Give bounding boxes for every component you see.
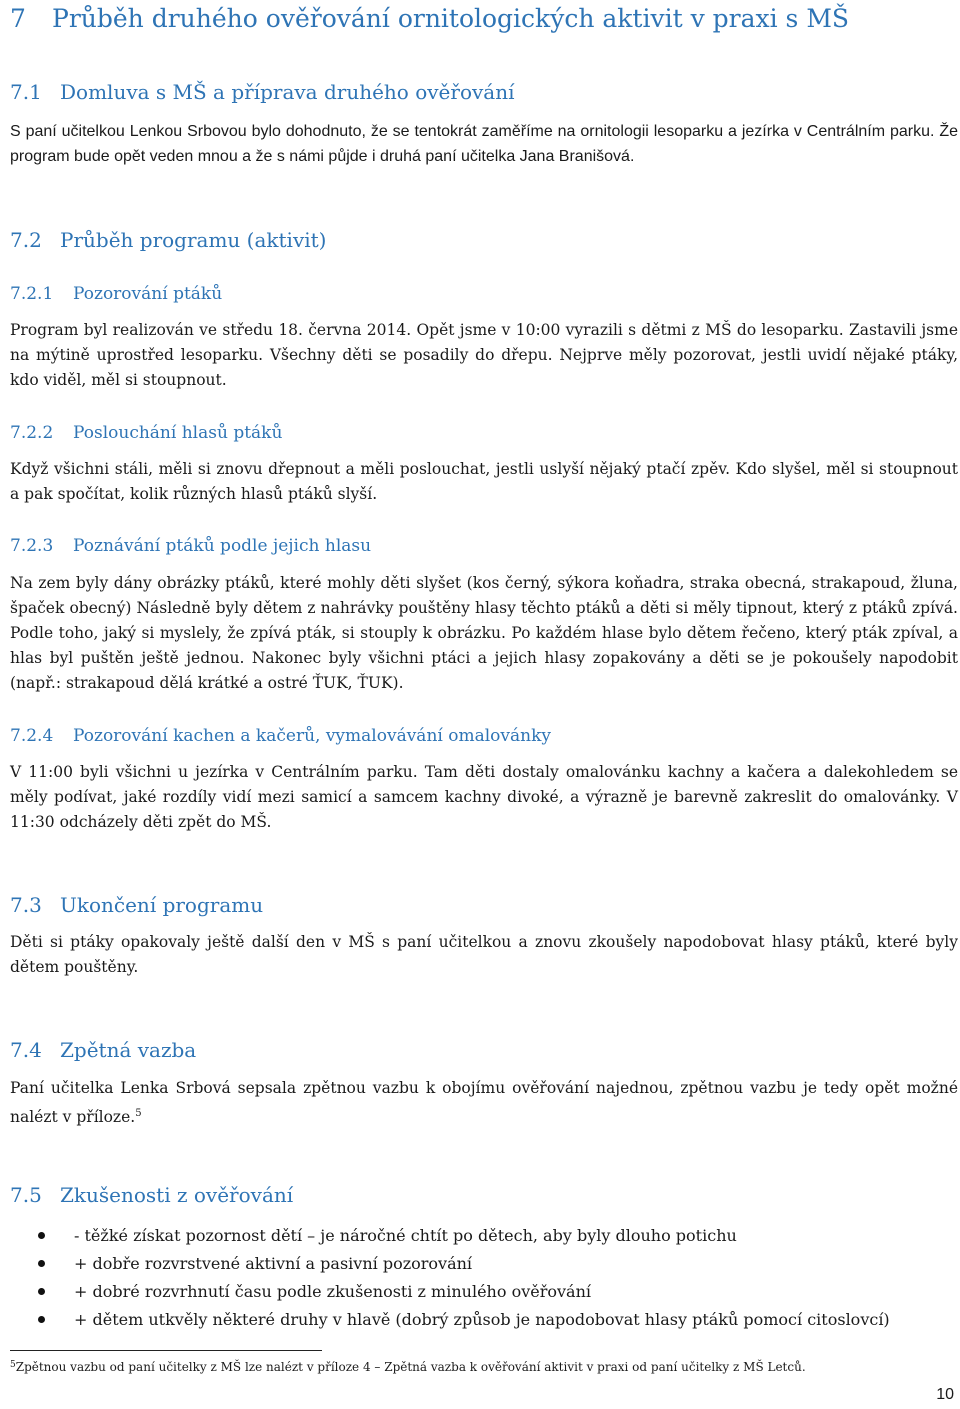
footnote — [10, 1360, 806, 1374]
section-title: Zpětná vazba — [60, 1038, 197, 1062]
paragraph-7-2-1: Program byl realizován ve středu 18. června 2014. Opět jsme v 10:00 vyrazili s dětmi z MŠ do lesoparku. Zastavili jsme na mýtině uprostřed lesoparku. Všechny děti se posadily do dřepu. Nejprve měly pozorovat, jestli uvidí nějaké ptáky, kdo viděl, měl si stoupnout. — [10, 321, 958, 389]
section-heading-7-3 — [10, 893, 263, 917]
section-number: 7.2 — [10, 228, 42, 252]
section-heading-7-1 — [10, 80, 514, 104]
subsection-heading-7-2-4 — [10, 726, 551, 746]
chapter-heading — [10, 4, 849, 33]
section-heading-7-5 — [10, 1183, 293, 1207]
footnote-text: Zpětnou vazbu od paní učitelky z MŠ lze nalézt v příloze 4 – Zpětná vazba k ověřování aktivit v praxi od paní učitelky z MŠ Letců. — [15, 1360, 806, 1374]
paragraph-7-3: Děti si ptáky opakovaly ještě další den v MŠ s paní učitelkou a znovu zkoušely napodobovat hlasy ptáků, které byly dětem pouštěny. — [10, 933, 958, 976]
paragraph-7-2-3: Na zem byly dány obrázky ptáků, které mohly děti slyšet (kos černý, sýkora koňadra, straka obecná, strakapoud, žluna, špaček obecný) Následně byly dětem z nahrávky pouštěny hlasy těchto ptáků a děti si měly tipnout, který z ptáků zpívá. Podle toho, jaký si myslely, že zpívá pták, si stouply k obrázku. Po každém hlase bylo dětem řečeno, který pták zpíval, a hlas byl puštěn ještě jednou. Nakonec byly všichni ptáci a jejich hlasy zopakovány a děti se je pokoušely napodobit (např.: strakapoud dělá krátké a ostré ŤUK, ŤUK). — [10, 574, 958, 692]
paragraph-7-2-4: V 11:00 byli všichni u jezírka v Centrálním parku. Tam děti dostaly omalovánku kachny a kačera a dalekohledem se měly podívat, jaké rozdíly vidí mezi samicí a samcem kachny divoké, a výrazně je barevně zakreslit do omalovánky. V 11:30 odcházely děti zpět do MŠ. — [10, 763, 958, 831]
subsection-number: 7.2.1 — [10, 284, 54, 304]
subsection-number: 7.2.3 — [10, 536, 54, 556]
section-title: Průběh programu (aktivit) — [60, 228, 327, 252]
paragraph-7-4 — [10, 1076, 958, 1130]
footnote-mark: 5 — [10, 1360, 16, 1370]
page-number: 10 — [936, 1386, 954, 1403]
subsection-title: Pozorování kachen a kačerů, vymalovávání omalovánky — [73, 726, 551, 746]
paragraph-text: Paní učitelka Lenka Srbová sepsala zpětnou vazbu k obojímu ověřování najednou, zpětnou vazbu je tedy opět možné nalézt v příloze. — [10, 1079, 958, 1127]
subsection-title: Poznávání ptáků podle jejich hlasu — [73, 536, 372, 556]
section-number: 7.4 — [10, 1038, 42, 1062]
section-title: Zkušenosti z ověřování — [60, 1183, 294, 1207]
subsection-number: 7.2.2 — [10, 423, 54, 443]
chapter-title: Průběh druhého ověřování ornitologických aktivit v praxi s MŠ — [52, 4, 850, 33]
paragraph-7-1: S paní učitelkou Lenkou Srbovou bylo dohodnuto, že se tentokrát zaměříme na ornitologii lesoparku a jezírka v Centrálním parku. Že program bude opět veden mnou a že s námi půjde i druhá paní učitelka Jana Branišová. — [10, 123, 958, 165]
section-title: Ukončení programu — [60, 893, 264, 917]
section-title: Domluva s MŠ a příprava druhého ověřování — [60, 80, 515, 104]
section-number: 7.1 — [10, 80, 42, 104]
list-item: + dětem utkvěly některé druhy v hlavě (dobrý způsob je napodobovat hlasy ptáků pomocí citoslovcí) — [10, 1306, 958, 1334]
footnote-separator — [10, 1350, 322, 1351]
footnote-reference[interactable]: 5 — [135, 1108, 142, 1119]
list-item: - těžké získat pozornost dětí – je náročné chtít po dětech, aby byly dlouho potichu — [10, 1222, 958, 1250]
chapter-number: 7 — [10, 4, 26, 33]
experience-list — [10, 1222, 958, 1334]
subsection-heading-7-2-1 — [10, 284, 222, 304]
section-number: 7.5 — [10, 1183, 42, 1207]
list-item: + dobře rozvrstvené aktivní a pasivní pozorování — [10, 1250, 958, 1278]
subsection-title: Pozorování ptáků — [73, 284, 223, 304]
list-item: + dobré rozvrhnutí času podle zkušenosti z minulého ověřování — [10, 1278, 958, 1306]
section-heading-7-4 — [10, 1038, 196, 1062]
subsection-number: 7.2.4 — [10, 726, 54, 746]
subsection-heading-7-2-3 — [10, 536, 371, 556]
section-number: 7.3 — [10, 893, 42, 917]
subsection-title: Poslouchání hlasů ptáků — [73, 423, 283, 443]
subsection-heading-7-2-2 — [10, 423, 282, 443]
paragraph-7-2-2: Když všichni stáli, měli si znovu dřepnout a měli poslouchat, jestli uslyší nějaký ptačí zpěv. Kdo slyšel, měl si stoupnout a pak spočítat, kolik různých hlasů ptáků slyší. — [10, 460, 958, 503]
section-heading-7-2 — [10, 228, 326, 252]
